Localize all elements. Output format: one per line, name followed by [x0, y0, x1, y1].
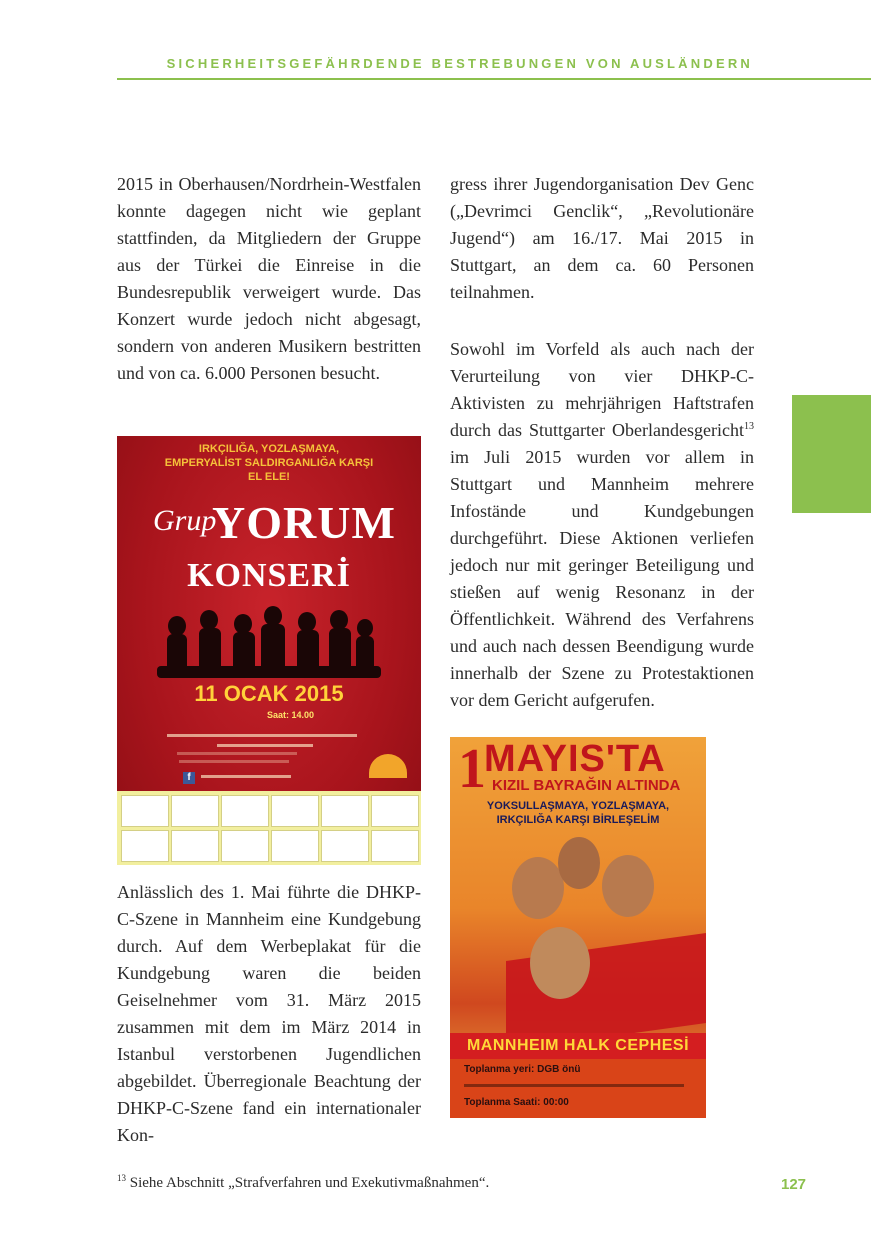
- sponsor-logo: [371, 795, 419, 827]
- portrait-graphic: [512, 857, 564, 919]
- poster1-band-silhouette: [157, 606, 381, 681]
- sponsor-logo: [221, 830, 269, 862]
- poster1-fine-print: [179, 760, 289, 763]
- footnote: [117, 1175, 489, 1192]
- poster1-title-konseri: KONSERİ: [187, 557, 351, 594]
- sponsor-logo: [321, 830, 369, 862]
- poster1-sponsor-strip: [117, 791, 421, 865]
- sponsor-logo: [121, 795, 169, 827]
- left-column-top: [117, 171, 421, 387]
- poster2-slogan: YOKSULLAŞMAYA, YOZLAŞMAYA, IRKÇILIĞA KARŞI BİRLEŞELİM: [486, 800, 670, 826]
- poster2-organizer: MANNHEIM HALK CEPHESİ: [466, 1037, 690, 1054]
- page-number: 127: [781, 1176, 807, 1193]
- running-header: [117, 54, 871, 80]
- paragraph-concert: 2015 in Oberhausen/Nordrhein-Westfalen konnte dagegen nicht wie geplant stattfinden, da Mitgliedern der Gruppe aus der Türkei die Einreise in die Bundesrepublik verweigert wurde. Das Konzert wurde jedoch nicht abgesagt, sondern von anderen Musikern bestritten und von ca. 6.000 Personen besucht.: [117, 174, 421, 383]
- poster2-numeral: 1: [458, 738, 486, 800]
- verdict-text-end: im Juli 2015 wurden vor allem in Stuttgart und Mannheim mehrere Infostände und Kundgebungen durchgeführt. Diese Aktionen verliefen jedoch nur mit geringer Beteiligung und stießen auf wenig Resonanz in der Öffentlichkeit. Während des Verfahrens und auch nach dessen Beendigung wurde innerhalb der Szene zu Protestaktionen vor dem Gericht aufgerufen.: [450, 447, 754, 710]
- poster2-title: MAYIS'TA: [484, 738, 666, 780]
- facebook-icon: f: [183, 772, 195, 784]
- poster1-fine-print: [177, 752, 297, 755]
- poster-grup-yorum-concert: [117, 436, 421, 865]
- poster1-title-yorum: YORUM: [212, 497, 396, 548]
- chapter-tab-marker: [792, 395, 871, 513]
- poster1-fine-print: [217, 744, 313, 747]
- poster2-address-line: [464, 1084, 684, 1087]
- poster2-meeting-time: Toplanma Saati: 00:00: [464, 1097, 569, 1108]
- sponsor-logo: [221, 795, 269, 827]
- sponsor-logo: [171, 795, 219, 827]
- sponsor-logo: [371, 830, 419, 862]
- sun-logo-icon: [369, 754, 407, 778]
- poster2-meeting-place: Toplanma yeri: DGB önü: [464, 1064, 581, 1075]
- poster1-title-grup: Grup: [153, 504, 217, 537]
- footnote-text: Siehe Abschnitt „Strafverfahren und Exekutivmaßnahmen“.: [126, 1175, 490, 1191]
- portrait-graphic: [558, 837, 600, 889]
- footnote-number: 13: [117, 1173, 126, 1183]
- portrait-graphic: [530, 927, 590, 999]
- poster2-subtitle: KIZIL BAYRAĞIN ALTINDA: [492, 777, 681, 794]
- paragraph-may-day: Anlässlich des 1. Mai führte die DHKP-C-Szene in Mannheim eine Kundgebung durch. Auf dem Werbeplakat für die Kundgebung waren die beiden Geiselnehmer vom 31. März 2015 zusammen mit dem im März 2014 in Istanbul verstorbenen Jugendlichen abgebildet. Überregionale Beachtung der DHKP-C-Szene fand ein internationaler Kon-: [117, 882, 421, 1145]
- running-title: SICHERHEITSGEFÄHRDENDE BESTREBUNGEN VON AUSLÄNDERN: [166, 56, 753, 71]
- poster1-time: Saat: 14.00: [267, 710, 315, 720]
- paragraph-congress: gress ihrer Jugendorganisation Dev Genc („Devrimci Genclik“, „Revolutionäre Jugend“) am 16./17. Mai 2015 in Stuttgart, an dem ca. 60 Personen teilnahmen.: [450, 174, 754, 302]
- right-column-top: [450, 171, 754, 306]
- poster1-fine-print: [167, 734, 357, 737]
- poster1-date: 11 OCAK 2015: [194, 681, 344, 706]
- sponsor-logo: [271, 795, 319, 827]
- paragraph-verdict: [450, 336, 754, 714]
- poster-may-day-mannheim: [450, 737, 706, 1118]
- portrait-graphic: [602, 855, 654, 917]
- right-column-middle: [450, 336, 754, 714]
- sponsor-logo: [321, 795, 369, 827]
- sponsor-logo: [271, 830, 319, 862]
- footnote-reference: 13: [744, 421, 754, 432]
- poster1-headline: IRKÇILIĞA, YOZLAŞMAYA, EMPERYALİST SALDIRGANLIĞA KARŞI EL ELE!: [164, 443, 374, 483]
- sponsor-logo: [121, 830, 169, 862]
- verdict-text-start: Sowohl im Vorfeld als auch nach der Verurteilung von vier DHKP-C-Aktivisten zu mehrjährigen Haftstrafen durch das Stuttgarter Oberlandesgericht: [450, 339, 754, 440]
- sponsor-logo: [171, 830, 219, 862]
- left-column-bottom: [117, 879, 421, 1149]
- poster1-fine-print: [201, 775, 291, 778]
